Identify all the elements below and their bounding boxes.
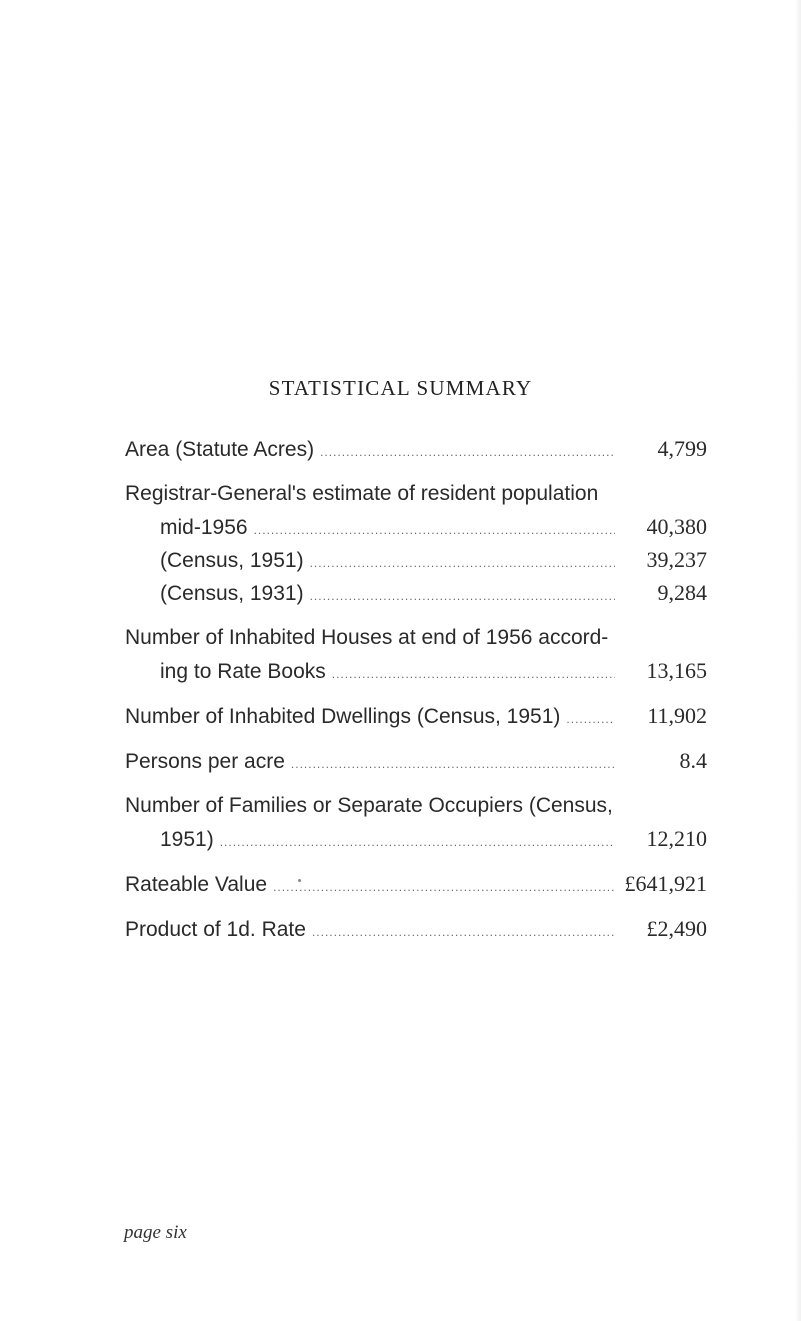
page-edge-shadow	[795, 0, 801, 1321]
summary-row-rateable-value	[125, 867, 707, 900]
summary-row-rate-books	[125, 654, 707, 687]
summary-row-product-of-rate	[125, 912, 707, 945]
row-label: Rateable Value	[125, 873, 268, 896]
row-label: mid-1956	[160, 516, 248, 539]
row-value: £2,490	[646, 916, 707, 941]
summary-row-census-1931	[125, 576, 707, 609]
row-label: Area (Statute Acres)	[125, 438, 315, 461]
statistical-summary-table	[125, 432, 707, 945]
summary-row-mid-1956	[125, 510, 707, 543]
row-label: (Census, 1931)	[160, 582, 304, 605]
row-value: £641,921	[624, 871, 707, 896]
summary-heading-houses: Number of Inhabited Houses at end of 1956 accord-	[125, 626, 609, 649]
summary-row-persons-per-acre	[125, 744, 707, 777]
dot-leader	[320, 434, 615, 467]
row-value: 11,902	[647, 703, 707, 728]
row-value: 4,799	[657, 436, 707, 461]
summary-heading-families: Number of Families or Separate Occupiers (Census,	[125, 794, 613, 817]
dot-leader	[273, 869, 615, 902]
dot-leader	[220, 824, 615, 857]
row-value: 12,210	[646, 826, 707, 851]
row-label: Product of 1d. Rate	[125, 918, 306, 941]
dot-leader	[310, 578, 615, 611]
row-value: 8.4	[679, 748, 707, 773]
row-label: Number of Inhabited Dwellings (Census, 1951)	[125, 705, 561, 728]
summary-row-families-1951	[125, 822, 707, 855]
dot-leader	[310, 545, 615, 578]
row-value: 39,237	[646, 547, 707, 572]
dot-leader	[254, 512, 615, 545]
summary-row-census-1951	[125, 543, 707, 576]
page-footer: page six	[124, 1222, 187, 1243]
summary-row-area	[125, 432, 707, 465]
page-title: STATISTICAL SUMMARY	[268, 376, 533, 400]
row-value: 40,380	[646, 514, 707, 539]
summary-row-dwellings	[125, 699, 707, 732]
dot-leader	[566, 701, 615, 734]
dot-leader	[332, 656, 615, 689]
row-label: Persons per acre	[125, 750, 285, 773]
row-value: 13,165	[646, 658, 707, 683]
row-label: 1951)	[160, 828, 214, 851]
row-value: 9,284	[657, 580, 707, 605]
paper-speck	[298, 879, 301, 882]
dot-leader	[312, 914, 615, 947]
row-label: (Census, 1951)	[160, 549, 304, 572]
summary-heading-population: Registrar-General's estimate of resident population	[125, 482, 599, 505]
row-label: ing to Rate Books	[160, 660, 326, 683]
dot-leader	[291, 746, 615, 779]
